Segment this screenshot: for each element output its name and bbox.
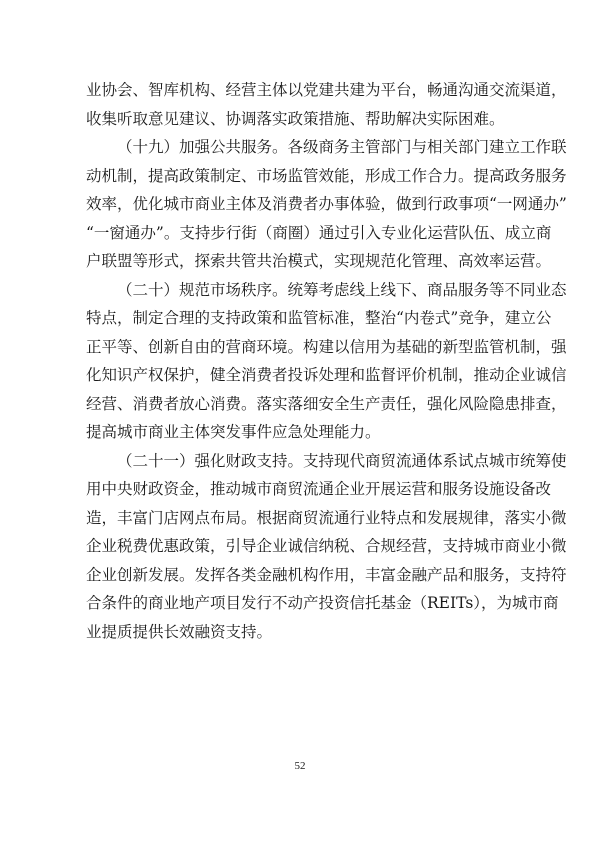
- paragraph-market-order: [86, 276, 567, 447]
- paragraph-public-services: [86, 133, 567, 276]
- text-line: 企业税费优惠政策，引导企业诚信纳税、合规经营，支持城市商业小微: [86, 537, 567, 555]
- text-line: 化知识产权保护，健全消费者投诉处理和监督评价机制，推动企业诚信: [86, 366, 567, 384]
- text-line: 经营、消费者放心消费。落实落细安全生产责任，强化风险隐患排查，: [86, 394, 567, 413]
- text-line: 合条件的商业地产项目发行不动产投资信托基金（REITs），为城市商: [86, 594, 559, 612]
- text-line: 造，丰富门店网点布局。根据商贸流通行业特点和发展规律，落实小微: [86, 508, 567, 527]
- text-line: 户联盟等形式，探索共管共治模式，实现规范化管理、高效率运营。: [86, 252, 552, 270]
- text-line: 特点，制定合理的支持政策和监管标准，整治“内卷式”竞争，建立公: [86, 309, 552, 327]
- text-line: （二十一）强化财政支持。支持现代商贸流通体系试点城市统筹使: [117, 451, 567, 470]
- text-line: 业协会、智库机构、经营主体以党建共建为平台，畅通沟通交流渠道，: [86, 81, 567, 99]
- text-line: 动机制，提高政策制定、市场监管效能，形成工作合力。提高政务服务: [86, 166, 567, 185]
- body-text: [86, 76, 567, 646]
- text-line: 收集听取意见建议、协调落实政策措施、帮助解决实际困难。: [86, 109, 505, 128]
- page-number: 52: [294, 760, 306, 772]
- text-line: 效率，优化城市商业主体及消费者办事体验，做到行政事项“一网通办”: [86, 195, 567, 213]
- text-line: （二十）规范市场秩序。统筹考虑线上线下、商品服务等不同业态: [117, 280, 567, 299]
- text-line: 正平等、创新自由的营商环境。构建以信用为基础的新型监管机制，强: [86, 337, 567, 356]
- text-line: （十九）加强公共服务。各级商务主管部门与相关部门建立工作联: [117, 138, 567, 156]
- text-line: “一窗通办”。支持步行街（商圈）通过引入专业化运营队伍、成立商: [86, 223, 552, 242]
- text-line: 业提质提供长效融资支持。: [86, 622, 273, 641]
- paragraph-fiscal-support: [86, 447, 567, 647]
- text-line: 提高城市商业主体突发事件应急处理能力。: [86, 423, 381, 441]
- text-line: 企业创新发展。发挥各类金融机构作用，丰富金融产品和服务，支持符: [86, 565, 567, 584]
- text-line: 用中央财政资金，推动城市商贸流通企业开展运营和服务设施设备改: [86, 480, 552, 498]
- paragraph-continuation: [86, 76, 567, 133]
